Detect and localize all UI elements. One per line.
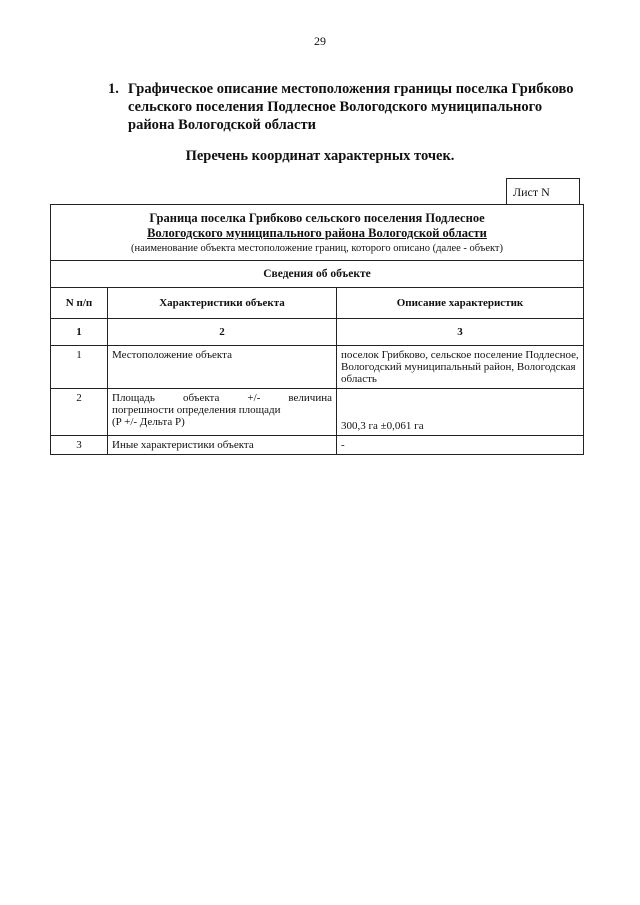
- column-number: 3: [337, 319, 584, 346]
- row-number: 2: [51, 389, 108, 436]
- object-info-table: [50, 204, 584, 455]
- column-header: N п/п: [51, 288, 108, 319]
- document-heading: [108, 80, 598, 134]
- table-header-row: [51, 288, 584, 319]
- heading-text: [128, 80, 598, 134]
- subheading: Перечень координат характерных точек.: [185, 148, 455, 164]
- object-title-cell: [51, 205, 584, 261]
- object-title-line1: Граница поселка Грибково сельского поселения Подлесное: [149, 211, 485, 225]
- heading-line: района Вологодской области: [128, 117, 316, 133]
- row-characteristic-line: (P +/- Дельта P): [112, 416, 185, 428]
- heading-line: Графическое описание местоположения границы поселка Грибково: [128, 81, 574, 97]
- row-description: 300,3 га ±0,061 га: [337, 389, 584, 436]
- row-description: поселок Грибково, сельское поселение Подлесное, Вологодский муниципальный район, Вологодская область: [337, 346, 584, 389]
- row-characteristic-line: погрешности определения площади: [112, 404, 281, 416]
- table-row: [51, 346, 584, 389]
- row-characteristic: [108, 389, 337, 436]
- row-number: 3: [51, 436, 108, 455]
- column-number: 2: [108, 319, 337, 346]
- object-title-line2: Вологодского муниципального района Вологодской области: [147, 226, 487, 240]
- object-title-note: (наименование объекта местоположение границ, которого описано (далее - объект): [130, 243, 504, 254]
- page-number: 29: [314, 34, 326, 48]
- table-row: [51, 436, 584, 455]
- sheet-label: Лист N: [506, 178, 580, 204]
- section-title: Сведения об объекте: [51, 261, 584, 288]
- column-header: Описание характеристик: [337, 288, 584, 319]
- heading-line: сельского поселения Подлесное Вологодского муниципального: [128, 99, 543, 115]
- table-row: [51, 389, 584, 436]
- row-characteristic: Местоположение объекта: [108, 346, 337, 389]
- column-number-row: [51, 319, 584, 346]
- column-number: 1: [51, 319, 108, 346]
- row-characteristic: Иные характеристики объекта: [108, 436, 337, 455]
- row-description: -: [337, 436, 584, 455]
- heading-number: 1.: [108, 81, 119, 97]
- column-header: Характеристики объекта: [108, 288, 337, 319]
- row-characteristic-line: Площадь объекта +/- величина: [112, 392, 332, 404]
- row-number: 1: [51, 346, 108, 389]
